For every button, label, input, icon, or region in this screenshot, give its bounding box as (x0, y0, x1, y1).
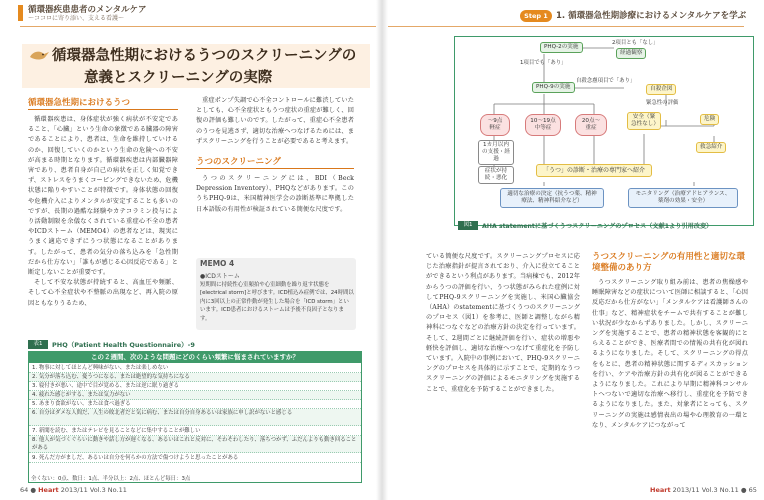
memo-label: MEMO 4 (200, 259, 235, 268)
node-danger: 危険 (700, 114, 719, 125)
step-badge: Step 1 (520, 10, 552, 22)
node-emergency: 救急紹介 (696, 142, 726, 153)
body-paragraph: そして不安な状態が持続すると、高血圧や頻脈、そして心不全症状や不整脈の出現など、再入院の原因ともなりうるため、 (28, 279, 178, 307)
footer-left: 64 ● Heart 2013/11 Vol.3 No.11 (20, 486, 127, 494)
body-paragraph: ている簡便な尺度です。スクリーニングプロセスに応じた治療指針が提言されており、介入に役立てることができるという利点があります。当病棟でも、2012年からうつの評価を行い、うつ状態がみられた症例に対してPHQ-9スクリーニングを実施し、米国心臓協会（AHA）のstatementに基づくうつのスクリーニングのプロセス（図1）を参考に、医師と調整しながら精神科につなぐなどの治療方針の決定を行っています。そして、2週間ごとに継続評価を行い、症状の増悪や軽快を評価し、適切な治療へつなげて重症化を予防しています。入院中の事例において、PHQ-9スクリーニングのプロセスを具体的に示すことで、定期的なうつスクリーニングの評価によるモニタリングを実施することで、重症化を予防することができました。 (426, 253, 580, 393)
footer-right: Heart 2013/11 Vol.3 No.11 ● 65 (650, 486, 757, 494)
header-rule-left (20, 26, 376, 27)
memo-title: ●ICDストーム (200, 273, 240, 280)
table-row: 1. 物事に対してほとんど興味がない、または楽しめない (29, 364, 361, 373)
node-persist: 症状が持続・悪化 (478, 166, 514, 184)
journal-name-right: Heart (650, 486, 671, 494)
header-rule-right (388, 26, 744, 27)
table-row: 2. 気分が落ち込む、憂うつになる、または絶望的な気持ちになる (29, 373, 361, 382)
node-mild: 〜9点 軽症 (480, 114, 510, 136)
table-row: 3. 寝付きが悪い、途中で目が覚める、または逆に眠り過ぎる (29, 382, 361, 391)
node-phq2: PHQ-2の実施 (540, 42, 583, 53)
table-badge: 表1 (28, 340, 48, 349)
bird-icon (28, 48, 50, 62)
node-treatment: 適切な治療の決定（抗うつ薬、精神療法、精神科紹介など） (500, 188, 604, 208)
middle-column (196, 96, 354, 215)
table-row: 7. 新聞を読む、またはテレビを見ることなどに集中することが難しい (29, 427, 361, 436)
article-title-line1: 循環器急性期におけるうつのスクリーニングの (52, 48, 357, 64)
body-paragraph: 循環器疾患は、身体症状が強く病状が不安定であること、「心臓」という生命の象徴である臓器の障害であることにより、患者は、生命を維持していけるのか、回復していくのかという生命の危険への不安が高まる時期となります。循環器疾患は内部臓器障害であり、患者自身が自己の病状を正しく知覚できず、ストレスをうまくコーピングできないため、危機状態に陥りやすいことが特徴です。身体状態の回復や危機介入によりメンタルが安定することも多いのですが、長期の過酷な経験やカテコラミン投与により活動制限を余儀なくされている重症心不全の患者やICDストーム（MEMO4）の患者などは、現実にうまく適応できずにうつ状態になることがあります。したがって、患者の気分の落ち込みを「急性期だから仕方ない」「誰もが感じる心因反応である」と断定しないことが重要です。 (28, 116, 178, 277)
table-row: 9. 死んだ方がましだ、あるいは自分を何らかの方法で傷つけようと思ったことがある (29, 454, 361, 463)
node-urgency: 緊急性の評価 (646, 100, 679, 106)
journal-name-left: Heart (38, 486, 59, 494)
node-continue-monitor: 経過観察 (616, 48, 646, 59)
node-one-month: 1カ月以内の支援・経過 (478, 140, 514, 165)
figure-caption: AHA statementに基づくうつスクリーニングのプロセス（文献1より引用改変） (482, 223, 713, 230)
edge-label-yes: 1項目でも「あり」 (520, 60, 567, 66)
table-header: この２週間、次のような問題にどのくらい頻繁に悩まされていますか？ (29, 352, 361, 363)
page-number-right: 65 (748, 486, 757, 494)
right-column-1 (426, 252, 580, 395)
page-number-left: 64 (20, 486, 29, 494)
node-referral: 「うつ」の診断・治療の専門家へ紹介 (536, 164, 652, 177)
body-paragraph: 重症ポンプ失調で心不全コントロールに難渋していたとしても、心不全症状ともうつ症状の重症が難しく、回復の評価も難しいのです。したがって、重症心不全患者のうつを見逃さず、適切な治療へつなげるためには、まずスクリーニングを行うことが必要であると考えます。 (196, 97, 354, 145)
node-monitoring: モニタリング（治療アドヒアランス、薬剤の効果・安全） (628, 188, 738, 208)
section-heading-2: うつのスクリーニング (196, 155, 354, 169)
section-heading-1: 循環器急性期におけるうつ (28, 96, 178, 110)
table-scoring: 全くない：0点、数日：1点、半分以上：2点、ほとんど毎日：3点 (31, 476, 191, 482)
edge-label-no: 2項目とも「なし」 (612, 40, 659, 46)
node-severe: 20点〜 重症 (575, 114, 607, 136)
issue-left: 2013/11 Vol.3 No.11 (60, 486, 127, 494)
left-column (28, 96, 178, 309)
table-row: 4. 疲れた感じがする、または気力がない (29, 391, 361, 400)
node-phq9: PHQ-9の実施 (532, 82, 575, 93)
right-column-2 (592, 252, 748, 431)
chapter-title: 1. 循環器急性期診療におけるメンタルケアを学ぶ (556, 11, 747, 21)
body-paragraph: うつのスクリーニングには、BDI（Beck Depression Inventory）、PHQなどがあります。このうちPHQ-9は、米国精神医学会の診断基準に準拠した日本語版の有用性が検証されている簡便な尺度です。 (196, 175, 354, 213)
series-subtitle: 〜ココロに寄り添い、支える看護〜 (28, 15, 125, 22)
table-row: 8. 他人が気づくぐらいに動きや話し方が遅くなる、あるいはこれと反対に、そわそわしたり、落ちつかず、ふだんよりも動き回ることがある (29, 436, 361, 453)
page-gutter (376, 0, 388, 500)
node-moderate: 10〜19点 中等症 (525, 114, 561, 136)
article-title-line2: 意義とスクリーニングの実際 (84, 70, 273, 86)
edge-label-suicide: 自殺念慮項目で「あり」 (576, 78, 636, 84)
memo-text: 短期間に持続性心室頻拍や心室細動を繰り返す状態を[electrical storm]と呼びます。ICD植込み症例では、24時間以内に3回以上の正常作動が発生した場合を「ICD storm」といいます。ICD患者におけるストームは予後不良因子となります。 (200, 282, 354, 322)
node-safe: 安全（緊急性なし） (627, 112, 661, 130)
series-title: 循環器疾患患者のメンタルケア (28, 5, 147, 15)
node-self-harm: 自殺企図 (646, 84, 676, 95)
figure-badge: 図1 (458, 221, 478, 230)
header-accent-bar (18, 5, 23, 21)
table-caption: PHQ（Patient Health Questionnaire）-9 (52, 341, 195, 349)
table-row: 6. 自分はダメな人間だ、人生の敗北者だと気に病む、または自分自身あるいは家族に申し訳がないと感じる (29, 409, 361, 426)
body-paragraph: うつスクリーニング取り組み前は、患者の焦燥感や睡眠障害などの症状について医師に相談すると、「心因反応だから仕方がない」「メンタルケアは看護師さんの仕事」など、精神症状をチームで共有することが難しい状況が少なからずありました。しかし、スクリーニングを実施することで、患者の精神状態を客観的にとらえることができ、医療者間での情報の共有化が図れるようになりました。そして、スクリーニングの得点をもとに、患者の精神状態に関するディスカッションを行い、ケアや治療方針の共有化が図ることができるようになりました。これにより早期に精神科コンサルトへつないで適切な治療へ移行し、重症化を予防できるようになりました。また、対象者にとっても、スクリーニングの実施は感情表出の場や心理教育の一環となり、メンタルケアにつながって (592, 279, 748, 429)
table-row: 5. あまり食欲がない、または食べ過ぎる (29, 400, 361, 409)
section-heading-3: うつスクリーニングの有用性と適切な環境整備のあり方 (592, 252, 745, 273)
issue-right: 2013/11 Vol.3 No.11 (672, 486, 739, 494)
